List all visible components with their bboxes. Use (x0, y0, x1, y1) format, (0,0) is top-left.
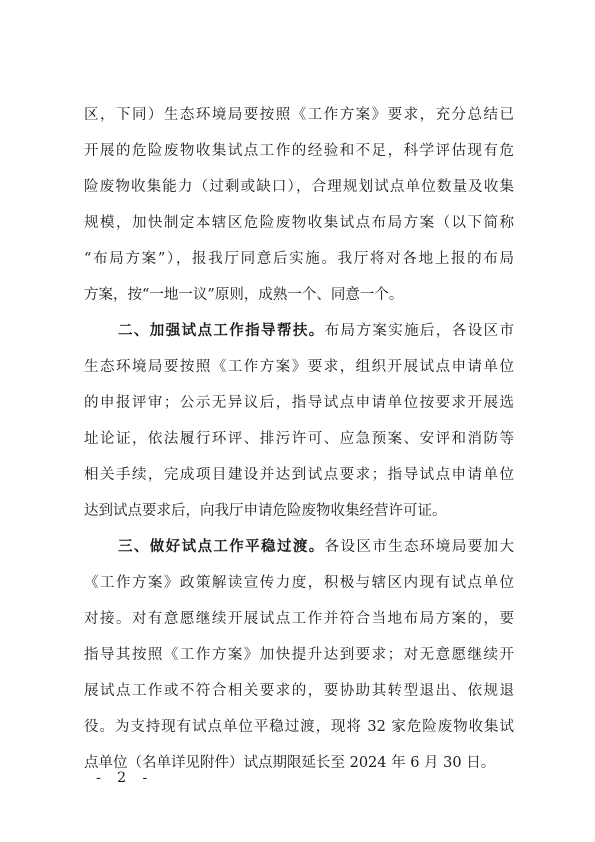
section-2-first-text: 布局方案实施后，各设区市 (324, 323, 514, 339)
body-line: 规模，加快制定本辖区危险废物收集试点布局方案（以下简称 (84, 215, 514, 231)
section-3-heading: 三、做好试点工作平稳过渡。 (118, 539, 325, 555)
body-line: 达到试点要求后，向我厅申请危险废物收集经营许可证。 (84, 503, 447, 519)
body-line: 对接。对有意愿继续开展试点工作并符合当地布局方案的，要 (84, 611, 514, 627)
body-line: 役。为支持现有试点单位平稳过渡，现将 32 家危险废物收集试 (84, 719, 514, 735)
section-2-first-line (118, 320, 514, 342)
body-line: 展试点工作或不符合相关要求的，要协助其转型退出、依规退 (84, 683, 514, 699)
body-line: 《工作方案》政策解读宣传力度，积极与辖区内现有试点单位 (84, 575, 514, 591)
section-3-first-text: 各设区市生态环境局要加大 (324, 539, 514, 555)
body-line: 相关手续，完成项目建设并达到试点要求；指导试点申请单位 (84, 467, 514, 483)
section-2-heading: 二、加强试点工作指导帮扶。 (118, 323, 325, 339)
body-line: 方案，按“一地一议”原则，成熟一个、同意一个。 (84, 287, 404, 303)
body-line: 指导其按照《工作方案》加快提升达到要求；对无意愿继续开 (84, 647, 514, 663)
body-line: 区，下同）生态环境局要按照《工作方案》要求，充分总结已 (84, 107, 514, 123)
body-line: 生态环境局要按照《工作方案》要求，组织开展试点申请单位 (84, 359, 514, 375)
body-line: 点单位（名单详见附件）试点期限延长至 2024 年 6 月 30 日。 (84, 755, 496, 771)
body-line: 险废物收集能力（过剩或缺口），合理规划试点单位数量及收集 (84, 179, 514, 195)
body-line: 的申报评审；公示无异议后，指导试点申请单位按要求开展选 (84, 395, 514, 411)
body-line: 开展的危险废物收集试点工作的经验和不足，科学评估现有危 (84, 143, 514, 159)
body-line: 址论证，依法履行环评、排污许可、应急预案、安评和消防等 (84, 431, 514, 447)
body-line: “布局方案”），报我厅同意后实施。我厅将对各地上报的布局 (84, 251, 514, 267)
page-number: - 2 - (96, 770, 154, 786)
section-3-first-line (118, 536, 514, 558)
